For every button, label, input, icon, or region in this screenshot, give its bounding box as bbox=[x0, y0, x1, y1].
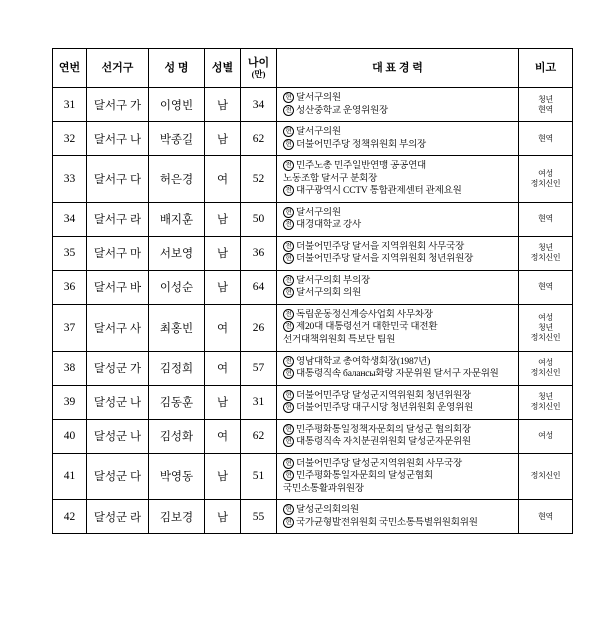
career-line bbox=[283, 424, 514, 437]
career-text: 국민소통활과위원장 bbox=[283, 483, 364, 494]
career-line bbox=[283, 436, 514, 449]
career-line bbox=[283, 105, 514, 118]
cell-name: 김동훈 bbox=[149, 385, 205, 419]
cell-age: 50 bbox=[241, 202, 277, 236]
career-marker-icon: 전 bbox=[283, 275, 294, 286]
cell-career bbox=[277, 122, 519, 156]
cell-no: 39 bbox=[53, 385, 87, 419]
cell-name: 허은경 bbox=[149, 156, 205, 203]
cell-career bbox=[277, 304, 519, 351]
note-line: 현역 bbox=[538, 214, 553, 224]
cell-no: 33 bbox=[53, 156, 87, 203]
cell-district: 달서구 마 bbox=[87, 236, 149, 270]
career-text: 대구광역시 CCTV 통합관제센터 관제요원 bbox=[296, 186, 462, 197]
career-marker-icon: 현 bbox=[283, 92, 294, 103]
career-line bbox=[283, 334, 514, 347]
note-line: 정치신인 bbox=[530, 332, 561, 342]
column-header-sex bbox=[205, 49, 241, 88]
cell-career bbox=[277, 500, 519, 534]
cell-district: 달성군 라 bbox=[87, 500, 149, 534]
note-line: 정치신인 bbox=[530, 178, 561, 188]
candidate-roster-table bbox=[52, 48, 573, 534]
career-text: 달서구의원 bbox=[296, 127, 341, 138]
column-header-district-label: 선거구 bbox=[101, 61, 134, 74]
cell-name: 이영빈 bbox=[149, 88, 205, 122]
cell-note bbox=[519, 202, 573, 236]
cell-name: 김성화 bbox=[149, 419, 205, 453]
column-header-no bbox=[53, 49, 87, 88]
career-line bbox=[283, 483, 514, 496]
career-line bbox=[283, 470, 514, 483]
cell-district: 달서구 라 bbox=[87, 202, 149, 236]
cell-note bbox=[519, 156, 573, 203]
cell-no: 37 bbox=[53, 304, 87, 351]
career-line bbox=[283, 92, 514, 105]
column-header-age-sublabel: (만) bbox=[251, 68, 266, 79]
cell-name: 배지훈 bbox=[149, 202, 205, 236]
cell-name: 김정희 bbox=[149, 351, 205, 385]
cell-age: 52 bbox=[241, 156, 277, 203]
cell-career bbox=[277, 351, 519, 385]
career-marker-icon: 전 bbox=[283, 219, 294, 230]
column-header-no-label: 연번 bbox=[58, 61, 81, 74]
career-text: 더불어민주당 대구시당 청년위원회 운영위원 bbox=[296, 403, 474, 414]
column-header-name bbox=[149, 49, 205, 88]
cell-district: 달서구 가 bbox=[87, 88, 149, 122]
cell-sex: 남 bbox=[205, 88, 241, 122]
career-text: 민주평화통일정책자문회의 달성군 협의회장 bbox=[296, 424, 471, 435]
career-text: 달서구의원 bbox=[296, 93, 341, 103]
career-marker-icon: 현 bbox=[283, 253, 294, 264]
cell-career bbox=[277, 270, 519, 304]
cell-no: 35 bbox=[53, 236, 87, 270]
cell-note bbox=[519, 304, 573, 351]
table-row bbox=[53, 351, 573, 385]
column-header-career bbox=[277, 49, 519, 88]
career-text: 더불어민주당 달서을 지역위원회 사무국장 bbox=[296, 241, 465, 252]
career-line bbox=[283, 207, 514, 220]
column-header-age-label: 나이 bbox=[247, 57, 270, 69]
table-row bbox=[53, 453, 573, 500]
cell-sex: 남 bbox=[205, 500, 241, 534]
note-line: 여성 bbox=[538, 312, 553, 322]
cell-age: 57 bbox=[241, 351, 277, 385]
cell-no: 36 bbox=[53, 270, 87, 304]
note-line: 정치신인 bbox=[530, 402, 561, 412]
cell-career bbox=[277, 236, 519, 270]
career-marker-icon: 현 bbox=[283, 470, 294, 481]
cell-note bbox=[519, 385, 573, 419]
cell-career bbox=[277, 385, 519, 419]
cell-name: 이성순 bbox=[149, 270, 205, 304]
note-line: 청년 bbox=[538, 322, 553, 332]
cell-age: 36 bbox=[241, 236, 277, 270]
career-text: 국가균형발전위원회 국민소통특별위원회위원 bbox=[296, 517, 478, 528]
cell-sex: 여 bbox=[205, 304, 241, 351]
cell-age: 62 bbox=[241, 419, 277, 453]
note-line: 여성 bbox=[538, 431, 553, 441]
career-line bbox=[283, 173, 514, 186]
career-line bbox=[283, 390, 514, 403]
career-text: 달성군의회의원 bbox=[296, 505, 359, 516]
cell-career bbox=[277, 453, 519, 500]
career-marker-icon: 현 bbox=[283, 402, 294, 413]
career-line bbox=[283, 139, 514, 152]
note-line: 여성 bbox=[538, 358, 553, 368]
cell-note bbox=[519, 419, 573, 453]
career-text: 제20대 대통령선거 대한민국 대전환 bbox=[296, 322, 438, 333]
career-line bbox=[283, 160, 514, 173]
note-line: 현역 bbox=[538, 133, 553, 143]
cell-sex: 남 bbox=[205, 453, 241, 500]
cell-district: 달서구 바 bbox=[87, 270, 149, 304]
table-row bbox=[53, 122, 573, 156]
cell-note bbox=[519, 88, 573, 122]
cell-district: 달서구 나 bbox=[87, 122, 149, 156]
cell-career bbox=[277, 419, 519, 453]
column-header-age bbox=[241, 49, 277, 88]
table-row bbox=[53, 156, 573, 203]
cell-district: 달성군 가 bbox=[87, 351, 149, 385]
cell-name: 박영동 bbox=[149, 453, 205, 500]
note-line: 정치신인 bbox=[530, 368, 561, 378]
cell-sex: 남 bbox=[205, 236, 241, 270]
column-header-name-label: 성 명 bbox=[164, 61, 189, 74]
career-text: 더불어민주당 정책위원회 부의장 bbox=[296, 139, 427, 150]
cell-sex: 여 bbox=[205, 419, 241, 453]
cell-sex: 남 bbox=[205, 202, 241, 236]
column-header-career-label: 대 표 경 력 bbox=[372, 61, 423, 74]
career-line bbox=[283, 287, 514, 300]
career-marker-icon: 전 bbox=[283, 321, 294, 332]
cell-no: 38 bbox=[53, 351, 87, 385]
career-text: 더불어민주당 달성군지역위원회 청년위원장 bbox=[296, 390, 471, 401]
column-header-note-label: 비고 bbox=[534, 61, 557, 74]
cell-no: 42 bbox=[53, 500, 87, 534]
note-line: 정치신인 bbox=[530, 471, 561, 481]
career-text: 대경대학교 강사 bbox=[296, 220, 362, 231]
cell-note bbox=[519, 351, 573, 385]
table-row bbox=[53, 88, 573, 122]
table-row bbox=[53, 419, 573, 453]
cell-age: 62 bbox=[241, 122, 277, 156]
cell-district: 달성군 다 bbox=[87, 453, 149, 500]
table-row bbox=[53, 202, 573, 236]
career-line bbox=[283, 356, 514, 369]
cell-note bbox=[519, 122, 573, 156]
cell-note bbox=[519, 453, 573, 500]
table-header bbox=[53, 49, 573, 88]
career-marker-icon: 전 bbox=[283, 160, 294, 171]
career-text: 대통령직속 балансы화랑 자문위원 달서구 자문위원 bbox=[296, 369, 499, 380]
table-row bbox=[53, 304, 573, 351]
career-line bbox=[283, 321, 514, 334]
cell-sex: 남 bbox=[205, 385, 241, 419]
career-marker-icon: 전 bbox=[283, 356, 294, 367]
cell-age: 26 bbox=[241, 304, 277, 351]
cell-sex: 여 bbox=[205, 351, 241, 385]
cell-age: 64 bbox=[241, 270, 277, 304]
career-marker-icon: 현 bbox=[283, 424, 294, 435]
cell-no: 40 bbox=[53, 419, 87, 453]
career-line bbox=[283, 517, 514, 530]
career-marker-icon: 현 bbox=[283, 458, 294, 469]
career-text: 선거대책위원회 특보단 팀원 bbox=[283, 334, 396, 345]
career-text: 달서구의원 bbox=[296, 207, 341, 218]
table-body bbox=[53, 88, 573, 534]
career-marker-icon: 현 bbox=[283, 139, 294, 150]
table-row bbox=[53, 500, 573, 534]
career-marker-icon: 전 bbox=[283, 241, 294, 252]
career-line bbox=[283, 504, 514, 517]
cell-district: 달서구 다 bbox=[87, 156, 149, 203]
cell-sex: 남 bbox=[205, 122, 241, 156]
career-marker-icon: 현 bbox=[283, 390, 294, 401]
cell-note bbox=[519, 270, 573, 304]
cell-district: 달서구 사 bbox=[87, 304, 149, 351]
cell-sex: 남 bbox=[205, 270, 241, 304]
note-line: 정치신인 bbox=[530, 253, 561, 263]
cell-note bbox=[519, 236, 573, 270]
note-line: 현역 bbox=[538, 282, 553, 292]
career-marker-icon: 현 bbox=[283, 436, 294, 447]
table-row bbox=[53, 385, 573, 419]
cell-no: 41 bbox=[53, 453, 87, 500]
career-marker-icon: 전 bbox=[283, 105, 294, 116]
table-row bbox=[53, 236, 573, 270]
cell-career bbox=[277, 156, 519, 203]
career-text: 대통령직속 자치분권위원회 달성군자문위원 bbox=[296, 437, 471, 448]
career-text: 노동조합 달서구 분회장 bbox=[283, 173, 378, 184]
career-text: 민주평화통일자문회의 달성군협회 bbox=[296, 471, 433, 482]
career-marker-icon: 전 bbox=[283, 185, 294, 196]
cell-name: 서보영 bbox=[149, 236, 205, 270]
note-line: 현역 bbox=[538, 104, 553, 114]
table-row bbox=[53, 270, 573, 304]
cell-no: 31 bbox=[53, 88, 87, 122]
career-marker-icon: 현 bbox=[283, 517, 294, 528]
career-text: 성산중학교 운영위원장 bbox=[296, 105, 388, 116]
career-marker-icon: 현 bbox=[283, 126, 294, 137]
career-text: 민주노총 민주일반연맹 공공연대 bbox=[296, 161, 427, 172]
column-header-sex-label: 성별 bbox=[211, 61, 234, 74]
career-line bbox=[283, 219, 514, 232]
career-line bbox=[283, 275, 514, 288]
note-line: 청년 bbox=[538, 243, 553, 253]
cell-sex: 여 bbox=[205, 156, 241, 203]
career-line bbox=[283, 458, 514, 471]
career-marker-icon: 전 bbox=[283, 309, 294, 320]
career-text: 더불어민주당 달성군지역위원회 사무국장 bbox=[296, 458, 462, 469]
career-marker-icon: 현 bbox=[283, 287, 294, 298]
career-marker-icon: 현 bbox=[283, 504, 294, 515]
cell-district: 달성군 나 bbox=[87, 385, 149, 419]
cell-name: 김보경 bbox=[149, 500, 205, 534]
career-line bbox=[283, 309, 514, 322]
cell-age: 55 bbox=[241, 500, 277, 534]
note-line: 여성 bbox=[538, 168, 553, 178]
career-line bbox=[283, 402, 514, 415]
column-header-note bbox=[519, 49, 573, 88]
note-line: 현역 bbox=[538, 511, 553, 521]
cell-district: 달성군 나 bbox=[87, 419, 149, 453]
cell-no: 34 bbox=[53, 202, 87, 236]
cell-name: 박종길 bbox=[149, 122, 205, 156]
career-line bbox=[283, 253, 514, 266]
career-text: 독립운동정신계승사업회 사무차장 bbox=[296, 309, 433, 320]
career-text: 달서구의회 의원 bbox=[296, 288, 362, 299]
note-line: 청년 bbox=[538, 392, 553, 402]
cell-age: 31 bbox=[241, 385, 277, 419]
cell-name: 최홍빈 bbox=[149, 304, 205, 351]
table-header-row bbox=[53, 49, 573, 88]
career-line bbox=[283, 185, 514, 198]
career-line bbox=[283, 241, 514, 254]
cell-career bbox=[277, 88, 519, 122]
cell-age: 34 bbox=[241, 88, 277, 122]
cell-career bbox=[277, 202, 519, 236]
career-marker-icon: 현 bbox=[283, 207, 294, 218]
career-text: 달서구의회 부의장 bbox=[296, 275, 370, 286]
career-marker-icon: 현 bbox=[283, 368, 294, 379]
career-line bbox=[283, 368, 514, 381]
career-line bbox=[283, 126, 514, 139]
column-header-district bbox=[87, 49, 149, 88]
cell-note bbox=[519, 500, 573, 534]
career-text: 더불어민주당 달서을 지역위원회 청년위원장 bbox=[296, 254, 474, 265]
cell-age: 51 bbox=[241, 453, 277, 500]
cell-no: 32 bbox=[53, 122, 87, 156]
note-line: 청년 bbox=[538, 94, 553, 104]
career-text: 영남대학교 총여학생회장(1987년) bbox=[296, 356, 431, 367]
